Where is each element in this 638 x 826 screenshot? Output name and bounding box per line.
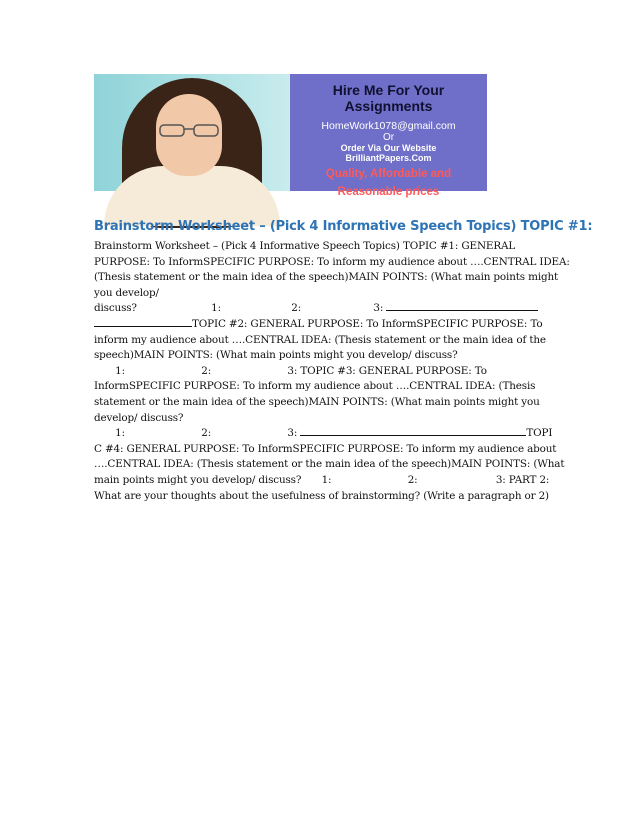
ad-or: Or: [382, 132, 395, 143]
ad-tagline-1: Quality, Affordable and: [325, 168, 452, 180]
text-line: (Thesis statement or the main idea of the speech)MAIN POINTS: (What main points might: [94, 271, 559, 284]
document-body: [94, 239, 570, 504]
point-2-label: 2:: [407, 473, 418, 486]
text-line: inform my audience about ….CENTRAL IDEA: (Thesis statement or the main idea of the: [94, 333, 546, 346]
point-1-label: 1:: [211, 302, 221, 315]
point-3-label: 3: PART 2:: [495, 473, 550, 486]
point-1-label: 1:: [115, 364, 125, 377]
text-line: TOPI: [526, 427, 553, 440]
text-line: discuss?: [94, 302, 137, 315]
text-line: main points might you develop/ discuss?: [94, 473, 302, 486]
ad-headline-1: Hire Me For Your: [332, 82, 445, 98]
ad-text-panel: [290, 74, 487, 198]
point-line-topic1: [94, 301, 546, 317]
answer-blank[interactable]: [300, 426, 526, 436]
text-line: you develop/: [94, 286, 159, 299]
point-2-label: 2:: [201, 364, 212, 377]
advertisement-banner[interactable]: [94, 74, 487, 198]
document-heading: Brainstorm Worksheet – (Pick 4 Informative Speech Topics) TOPIC #1:: [94, 219, 593, 234]
ad-tagline-2: Reasonable prices: [337, 186, 440, 198]
point-2-label: 2:: [291, 302, 302, 315]
text-line: speech)MAIN POINTS: (What main points might you develop/ discuss?: [94, 349, 458, 362]
point-line-topic3: [94, 426, 553, 442]
ad-email[interactable]: HomeWork1078@gmail.com: [321, 120, 456, 132]
point-2-label: 2:: [201, 427, 212, 440]
point-line-topic4: [94, 473, 550, 489]
text-line: statement or the main idea of the speech)MAIN POINTS: (What main points might you: [94, 395, 540, 408]
point-1-label: 1:: [321, 473, 332, 486]
text-line: Brainstorm Worksheet – (Pick 4 Informative Speech Topics) TOPIC #1: GENERAL: [94, 240, 516, 252]
text-line: TOPIC #2: GENERAL PURPOSE: To InformSPECIFIC PURPOSE: To: [192, 317, 543, 330]
text-line: develop/ discuss?: [94, 411, 184, 424]
text-line: ….CENTRAL IDEA: (Thesis statement or the main idea of the speech)MAIN POINTS: (What: [94, 458, 565, 471]
text-line: InformSPECIFIC PURPOSE: To inform my audience about ….CENTRAL IDEA: (Thesis: [94, 380, 536, 393]
answer-blank[interactable]: [94, 317, 192, 327]
ad-order-2[interactable]: BrilliantPapers.Com: [345, 153, 432, 163]
point-3-label: 3: TOPIC #3: GENERAL PURPOSE: To: [287, 364, 487, 377]
ad-order-1: Order Via Our Website: [340, 143, 437, 153]
topic2-line: [94, 317, 546, 333]
ad-headline-2: Assignments: [344, 98, 433, 114]
text-line: What are your thoughts about the usefulness of brainstorming? (Write a paragraph or 2): [94, 489, 549, 502]
point-3-label: 3:: [287, 427, 298, 440]
text-line: C #4: GENERAL PURPOSE: To InformSPECIFIC PURPOSE: To inform my audience about: [94, 442, 557, 455]
point-1-label: 1:: [115, 427, 125, 440]
text-line: PURPOSE: To InformSPECIFIC PURPOSE: To inform my audience about ….CENTRAL IDEA:: [94, 255, 570, 268]
point-3-label: 3:: [373, 302, 384, 315]
glasses-icon: [158, 124, 220, 138]
woman-photo: [94, 74, 290, 191]
answer-blank[interactable]: [386, 301, 538, 311]
point-line-topic2: [94, 364, 546, 380]
